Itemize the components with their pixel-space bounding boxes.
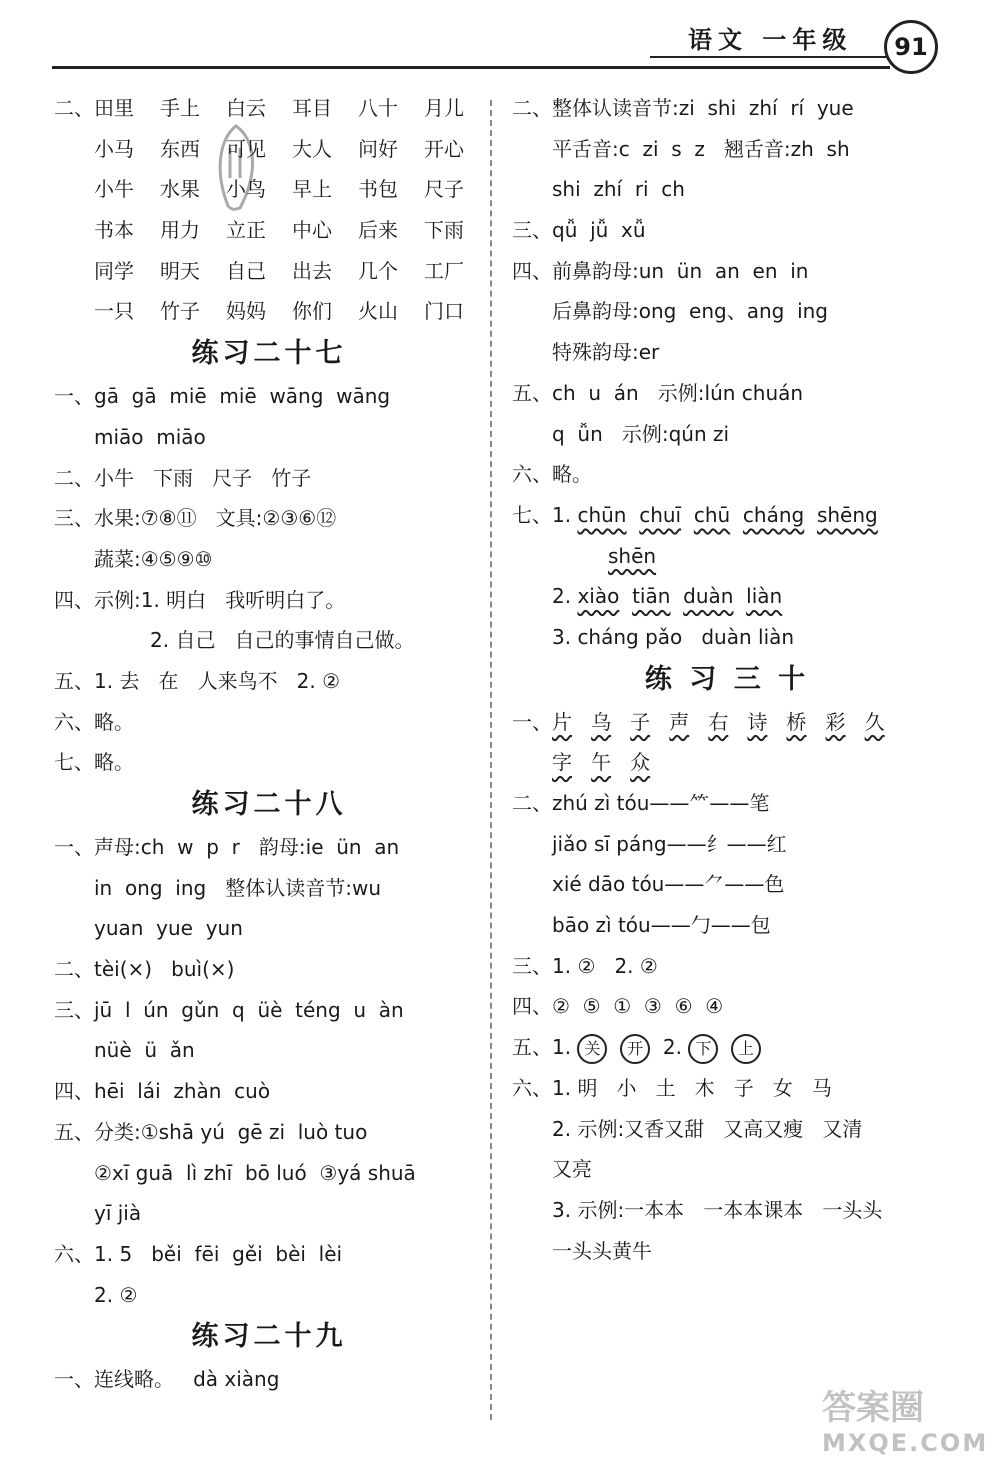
- word-cell: 下雨: [424, 218, 464, 243]
- word-cell: 小鸟: [226, 177, 266, 202]
- answer-line: 三、jū l ún gǔn q üè téng u àn: [54, 997, 404, 1022]
- answer-line: 三、1. ② 2. ②: [512, 953, 658, 978]
- column-divider: [490, 100, 492, 1420]
- circled-char: 开: [620, 1034, 650, 1064]
- char-answer: 乌: [591, 709, 612, 734]
- answer-line: 3. cháng pǎo duàn liàn: [552, 624, 795, 649]
- word-cell: 后来: [358, 218, 398, 243]
- char-answer: 众: [630, 750, 651, 775]
- answer-line: xié dāo tóu——⺈——色: [552, 872, 785, 897]
- word-cell: 开心: [424, 136, 464, 161]
- answer-line: yuan yue yun: [94, 916, 243, 941]
- circled-char: 关: [577, 1034, 607, 1064]
- word-cell: 火山: [358, 299, 398, 324]
- right-column: [512, 88, 942, 1271]
- answer-line: 六、略。: [512, 462, 592, 487]
- char-answer: 午: [591, 750, 612, 775]
- word-cell: 手上: [160, 96, 200, 120]
- wavy-word: xiào: [577, 584, 620, 609]
- word-cell: 你们: [292, 299, 332, 324]
- word-cell: 工厂: [424, 258, 464, 283]
- word-cell: 妈妈: [226, 299, 266, 324]
- word-cell: 明天: [160, 258, 200, 283]
- answer-line: 蔬菜:④⑤⑨⑩: [94, 546, 213, 571]
- answer-prefix: 七、1.: [512, 502, 578, 527]
- char-answer: 声: [669, 709, 690, 734]
- answer-prefix: 2.: [552, 584, 578, 609]
- grid-row: [54, 129, 484, 170]
- word-cell: 书包: [358, 177, 398, 202]
- answer-line: 五、1. 去 在 人来鸟不 2. ②: [54, 668, 341, 693]
- answer-line: 3. 示例:一本本 一本本课本 一头头: [552, 1197, 883, 1222]
- answer-line: bāo zì tóu——勹——包: [552, 913, 771, 938]
- word-cell: 早上: [292, 177, 332, 202]
- answer-line: shi zhí ri ch: [552, 177, 685, 202]
- word-cell: 可见: [226, 136, 266, 161]
- question-label: 二、: [54, 96, 94, 120]
- page-number: 91: [884, 20, 938, 74]
- answer-line: 二、整体认读音节:zi shi zhí rí yue: [512, 96, 854, 120]
- watermark-url: MXQE.COM: [822, 1429, 989, 1457]
- wavy-word: chū: [693, 502, 731, 527]
- circled-char: 下: [688, 1034, 718, 1064]
- char-answer: 右: [708, 709, 729, 734]
- char-answer: 桥: [786, 709, 807, 734]
- grid-row: [54, 169, 484, 210]
- answer-line: 二、小牛 下雨 尺子 竹子: [54, 465, 312, 490]
- word-cell: 尺子: [424, 177, 464, 202]
- word-cell: 耳目: [292, 96, 332, 120]
- answer-mid: 2.: [650, 1035, 689, 1060]
- answer-line: 三、水果:⑦⑧⑪ 文具:②③⑥⑫: [54, 506, 337, 531]
- answer-line: 四、前鼻韵母:un ün an en in: [512, 258, 809, 283]
- word-cell: 用力: [160, 218, 200, 243]
- watermark: [822, 1380, 992, 1466]
- answer-line: in ong ing 整体认读音节:wu: [94, 875, 382, 900]
- word-cell: 出去: [292, 258, 332, 283]
- answer-line: [512, 536, 942, 577]
- answer-line: 五、ch u án 示例:lún chuán: [512, 380, 804, 405]
- header-rule-short: [650, 56, 890, 58]
- answer-line: 后鼻韵母:ong eng、ang ing: [552, 299, 829, 324]
- answer-line: 二、zhú zì tóu——⺮——笔: [512, 791, 770, 815]
- answer-line: yī jià: [94, 1201, 142, 1226]
- word-cell: 田里: [94, 96, 134, 120]
- word-cell: 中心: [292, 218, 332, 243]
- wavy-word: duàn: [683, 584, 734, 609]
- answer-line: 一头头黄牛: [552, 1238, 652, 1263]
- char-answer: 片: [552, 709, 572, 734]
- exercise-27-title: 练习二十七: [191, 338, 347, 370]
- word-cell: 书本: [94, 218, 134, 243]
- answer-line: 三、qǚ jǚ xǚ: [512, 218, 646, 243]
- watermark-text: 答案圈: [822, 1388, 924, 1428]
- word-cell: 小牛: [94, 177, 134, 202]
- grid-row: [54, 291, 484, 332]
- answer-line: jiǎo sī páng——纟——红: [552, 831, 787, 856]
- grid-row: [54, 251, 484, 292]
- answer-line: 一、gā gā miē miē wāng wāng: [54, 384, 391, 409]
- wavy-word: chuī: [639, 502, 682, 527]
- subject-grade-title: 语文 一年级: [688, 25, 853, 54]
- wavy-word: shēng: [816, 502, 878, 527]
- char-answer: 子: [630, 709, 651, 734]
- word-cell: 一只: [94, 299, 134, 324]
- answer-line: [512, 1027, 942, 1068]
- word-cell: 几个: [358, 258, 398, 283]
- answer-line: [512, 576, 942, 617]
- words-grid: [54, 88, 484, 332]
- left-column: [54, 88, 484, 1400]
- answer-line: [512, 495, 942, 536]
- exercise-30-title: 练 习 三 十: [644, 663, 810, 695]
- char-answer: 字: [552, 750, 572, 775]
- answer-line: 四、示例:1. 明白 我听明白了。: [54, 587, 346, 612]
- char-answer: 诗: [747, 709, 768, 734]
- answer-line: 四、hēi lái zhàn cuò: [54, 1079, 271, 1104]
- answer-line: ②xī guā lì zhī bō luó ③yá shuā: [94, 1160, 416, 1185]
- answer-line: 2. ②: [94, 1282, 138, 1307]
- word-cell: 东西: [160, 136, 200, 161]
- answer-line: miāo miāo: [94, 424, 206, 449]
- answer-line: 四、② ⑤ ① ③ ⑥ ④: [512, 994, 724, 1019]
- word-cell: 问好: [358, 136, 398, 161]
- circled-char: 上: [731, 1034, 761, 1064]
- grid-row: [54, 88, 484, 129]
- word-cell: 月儿: [424, 96, 464, 120]
- word-cell: 立正: [226, 218, 266, 243]
- wavy-word: liàn: [746, 584, 783, 609]
- word-cell: 自己: [226, 258, 266, 283]
- answer-line: [512, 742, 942, 783]
- word-cell: 大人: [292, 136, 332, 161]
- answer-line: [512, 702, 942, 743]
- answer-line: 二、tèi(×) buì(×): [54, 957, 235, 982]
- word-cell: 门口: [424, 299, 464, 324]
- answer-line: 六、1. 明 小 土 木 子 女 马: [512, 1075, 832, 1100]
- answer-line: 七、略。: [54, 750, 134, 775]
- char-answer: 彩: [825, 709, 846, 734]
- answer-prefix: 五、1.: [512, 1035, 578, 1060]
- answer-line: 2. 自己 自己的事情自己做。: [150, 628, 415, 653]
- wavy-word: cháng: [742, 502, 805, 527]
- grid-row: [54, 210, 484, 251]
- word-cell: 水果: [160, 177, 200, 202]
- wavy-word: chūn: [577, 502, 627, 527]
- answer-line: 特殊韵母:er: [552, 340, 660, 365]
- answer-line: 五、分类:①shā yú gē zi luò tuo: [54, 1119, 368, 1144]
- wavy-word: shēn: [608, 543, 657, 568]
- word-cell: 白云: [226, 96, 266, 120]
- answer-line: nüè ü ǎn: [94, 1038, 195, 1063]
- word-cell: 竹子: [160, 299, 200, 324]
- header-rule: [52, 66, 890, 69]
- answer-line: q ǚn 示例:qún zi: [552, 421, 730, 446]
- exercise-29-title: 练习二十九: [191, 1321, 347, 1353]
- answer-line: 六、略。: [54, 709, 134, 734]
- page-header: [0, 0, 1000, 80]
- answer-prefix: 一、: [512, 709, 552, 734]
- word-cell: 小马: [94, 136, 134, 161]
- exercise-28-title: 练习二十八: [191, 789, 347, 820]
- char-answer: 久: [864, 709, 885, 734]
- answer-line: 六、1. 5 běi fēi gěi bèi lèi: [54, 1241, 343, 1266]
- answer-line: 一、连线略。 dà xiàng: [54, 1367, 280, 1392]
- answer-line: 一、声母:ch w p r 韵母:ie ün an: [54, 835, 400, 859]
- answer-line: 2. 示例:又香又甜 又高又瘦 又清: [552, 1116, 863, 1141]
- answer-line: 平舌音:c zi s z 翘舌音:zh sh: [552, 136, 850, 161]
- wavy-word: tiān: [632, 584, 671, 609]
- answer-line: 又亮: [552, 1157, 592, 1182]
- word-cell: 同学: [94, 258, 134, 283]
- word-cell: 八十: [358, 96, 398, 120]
